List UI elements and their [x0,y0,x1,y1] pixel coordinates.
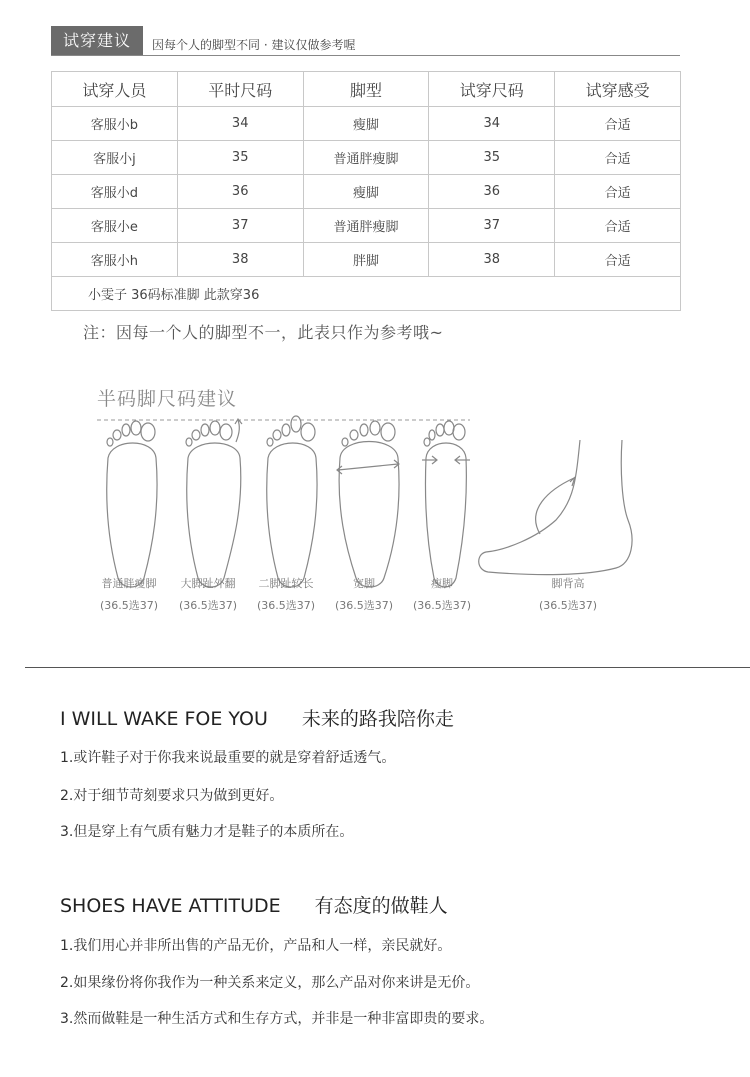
foot-wide-icon [337,421,399,587]
list-item: 1.我们用心并非所出售的产品无价，产品和人一样，亲民就好。 [60,938,452,954]
half-size-title: 半码脚尺码建议 [97,388,238,410]
table-cell: 36 [429,175,555,209]
section-title-cn: 未来的路我陪你走 [301,708,454,730]
table-cell: 合适 [555,141,681,175]
table-note: 小雯子 36码标准脚 此款穿36 [52,277,681,311]
foot-normal-icon [107,421,157,587]
table-header-row [52,72,681,107]
section-subtitle: 因每个人的脚型不同 · 建议仅做参考喔 [152,38,356,52]
foot-advice: (36.5选37) [538,599,598,612]
foot-advice: (36.5选37) [412,599,472,612]
column-header: 脚型 [303,72,429,107]
table-cell: 34 [429,107,555,141]
foot-label: 宽脚 [353,577,375,590]
table-cell: 合适 [555,243,681,277]
table-row [52,175,681,209]
list-item: 2.对于细节苛刻要求只为做到更好。 [60,788,284,804]
foot-label: 普通胖瘦脚 [101,577,157,590]
table-cell: 客服小j [52,141,178,175]
table-cell: 34 [177,107,303,141]
section-title-en: I WILL WAKE FOE YOU [60,708,268,730]
table-cell: 合适 [555,107,681,141]
table-cell: 瘦脚 [303,107,429,141]
table-cell: 合适 [555,209,681,243]
foot-long-toe-icon [267,416,317,587]
table-cell: 37 [177,209,303,243]
table-cell: 普通胖瘦脚 [303,141,429,175]
foot-advice: (36.5选37) [178,599,238,612]
header-divider [51,55,680,56]
foot-advice: (36.5选37) [256,599,316,612]
table-cell: 38 [429,243,555,277]
fit-table [51,71,681,311]
foot-label: 二脚趾较长 [258,577,314,590]
table-row [52,141,681,175]
table-cell: 客服小d [52,175,178,209]
foot-bunion-icon [186,419,242,587]
table-cell: 35 [429,141,555,175]
table-cell: 客服小b [52,107,178,141]
table-note-row [52,277,681,311]
list-item: 1.或许鞋子对于你我来说最重要的就是穿着舒适透气。 [60,750,396,766]
list-item: 2.如果缘份将你我作为一种关系来定义，那么产品对你来讲是无价。 [60,975,480,991]
foot-label: 大脚趾外翻 [180,577,236,590]
table-cell: 客服小e [52,209,178,243]
column-header: 试穿人员 [52,72,178,107]
section-title-en: SHOES HAVE ATTITUDE [60,895,281,917]
list-item: 3.但是穿上有气质有魅力才是鞋子的本质所在。 [60,824,354,840]
column-header: 试穿尺码 [429,72,555,107]
section-separator [25,667,750,668]
foot-illustrations [0,400,750,630]
section-title [60,891,448,918]
table-cell: 普通胖瘦脚 [303,209,429,243]
foot-slim-icon [422,421,470,587]
section-title-cn: 有态度的做鞋人 [314,895,448,917]
table-row [52,209,681,243]
foot-high-instep-icon [479,440,632,575]
table-cell: 38 [177,243,303,277]
table-row [52,107,681,141]
foot-advice: (36.5选37) [334,599,394,612]
table-cell: 合适 [555,175,681,209]
section-title [60,704,454,731]
section-tag: 试穿建议 [51,26,143,56]
table-row [52,243,681,277]
foot-advice: (36.5选37) [99,599,159,612]
table-cell: 胖脚 [303,243,429,277]
table-cell: 37 [429,209,555,243]
disclaimer: 注：因每一个人的脚型不一，此表只作为参考哦~ [83,323,444,342]
table-cell: 瘦脚 [303,175,429,209]
foot-label: 瘦脚 [431,577,453,590]
foot-label: 脚背高 [551,577,585,590]
table-cell: 35 [177,141,303,175]
list-item: 3.然而做鞋是一种生活方式和生存方式，并非是一种非富即贵的要求。 [60,1011,494,1027]
table-cell: 客服小h [52,243,178,277]
column-header: 试穿感受 [555,72,681,107]
column-header: 平时尺码 [177,72,303,107]
table-cell: 36 [177,175,303,209]
